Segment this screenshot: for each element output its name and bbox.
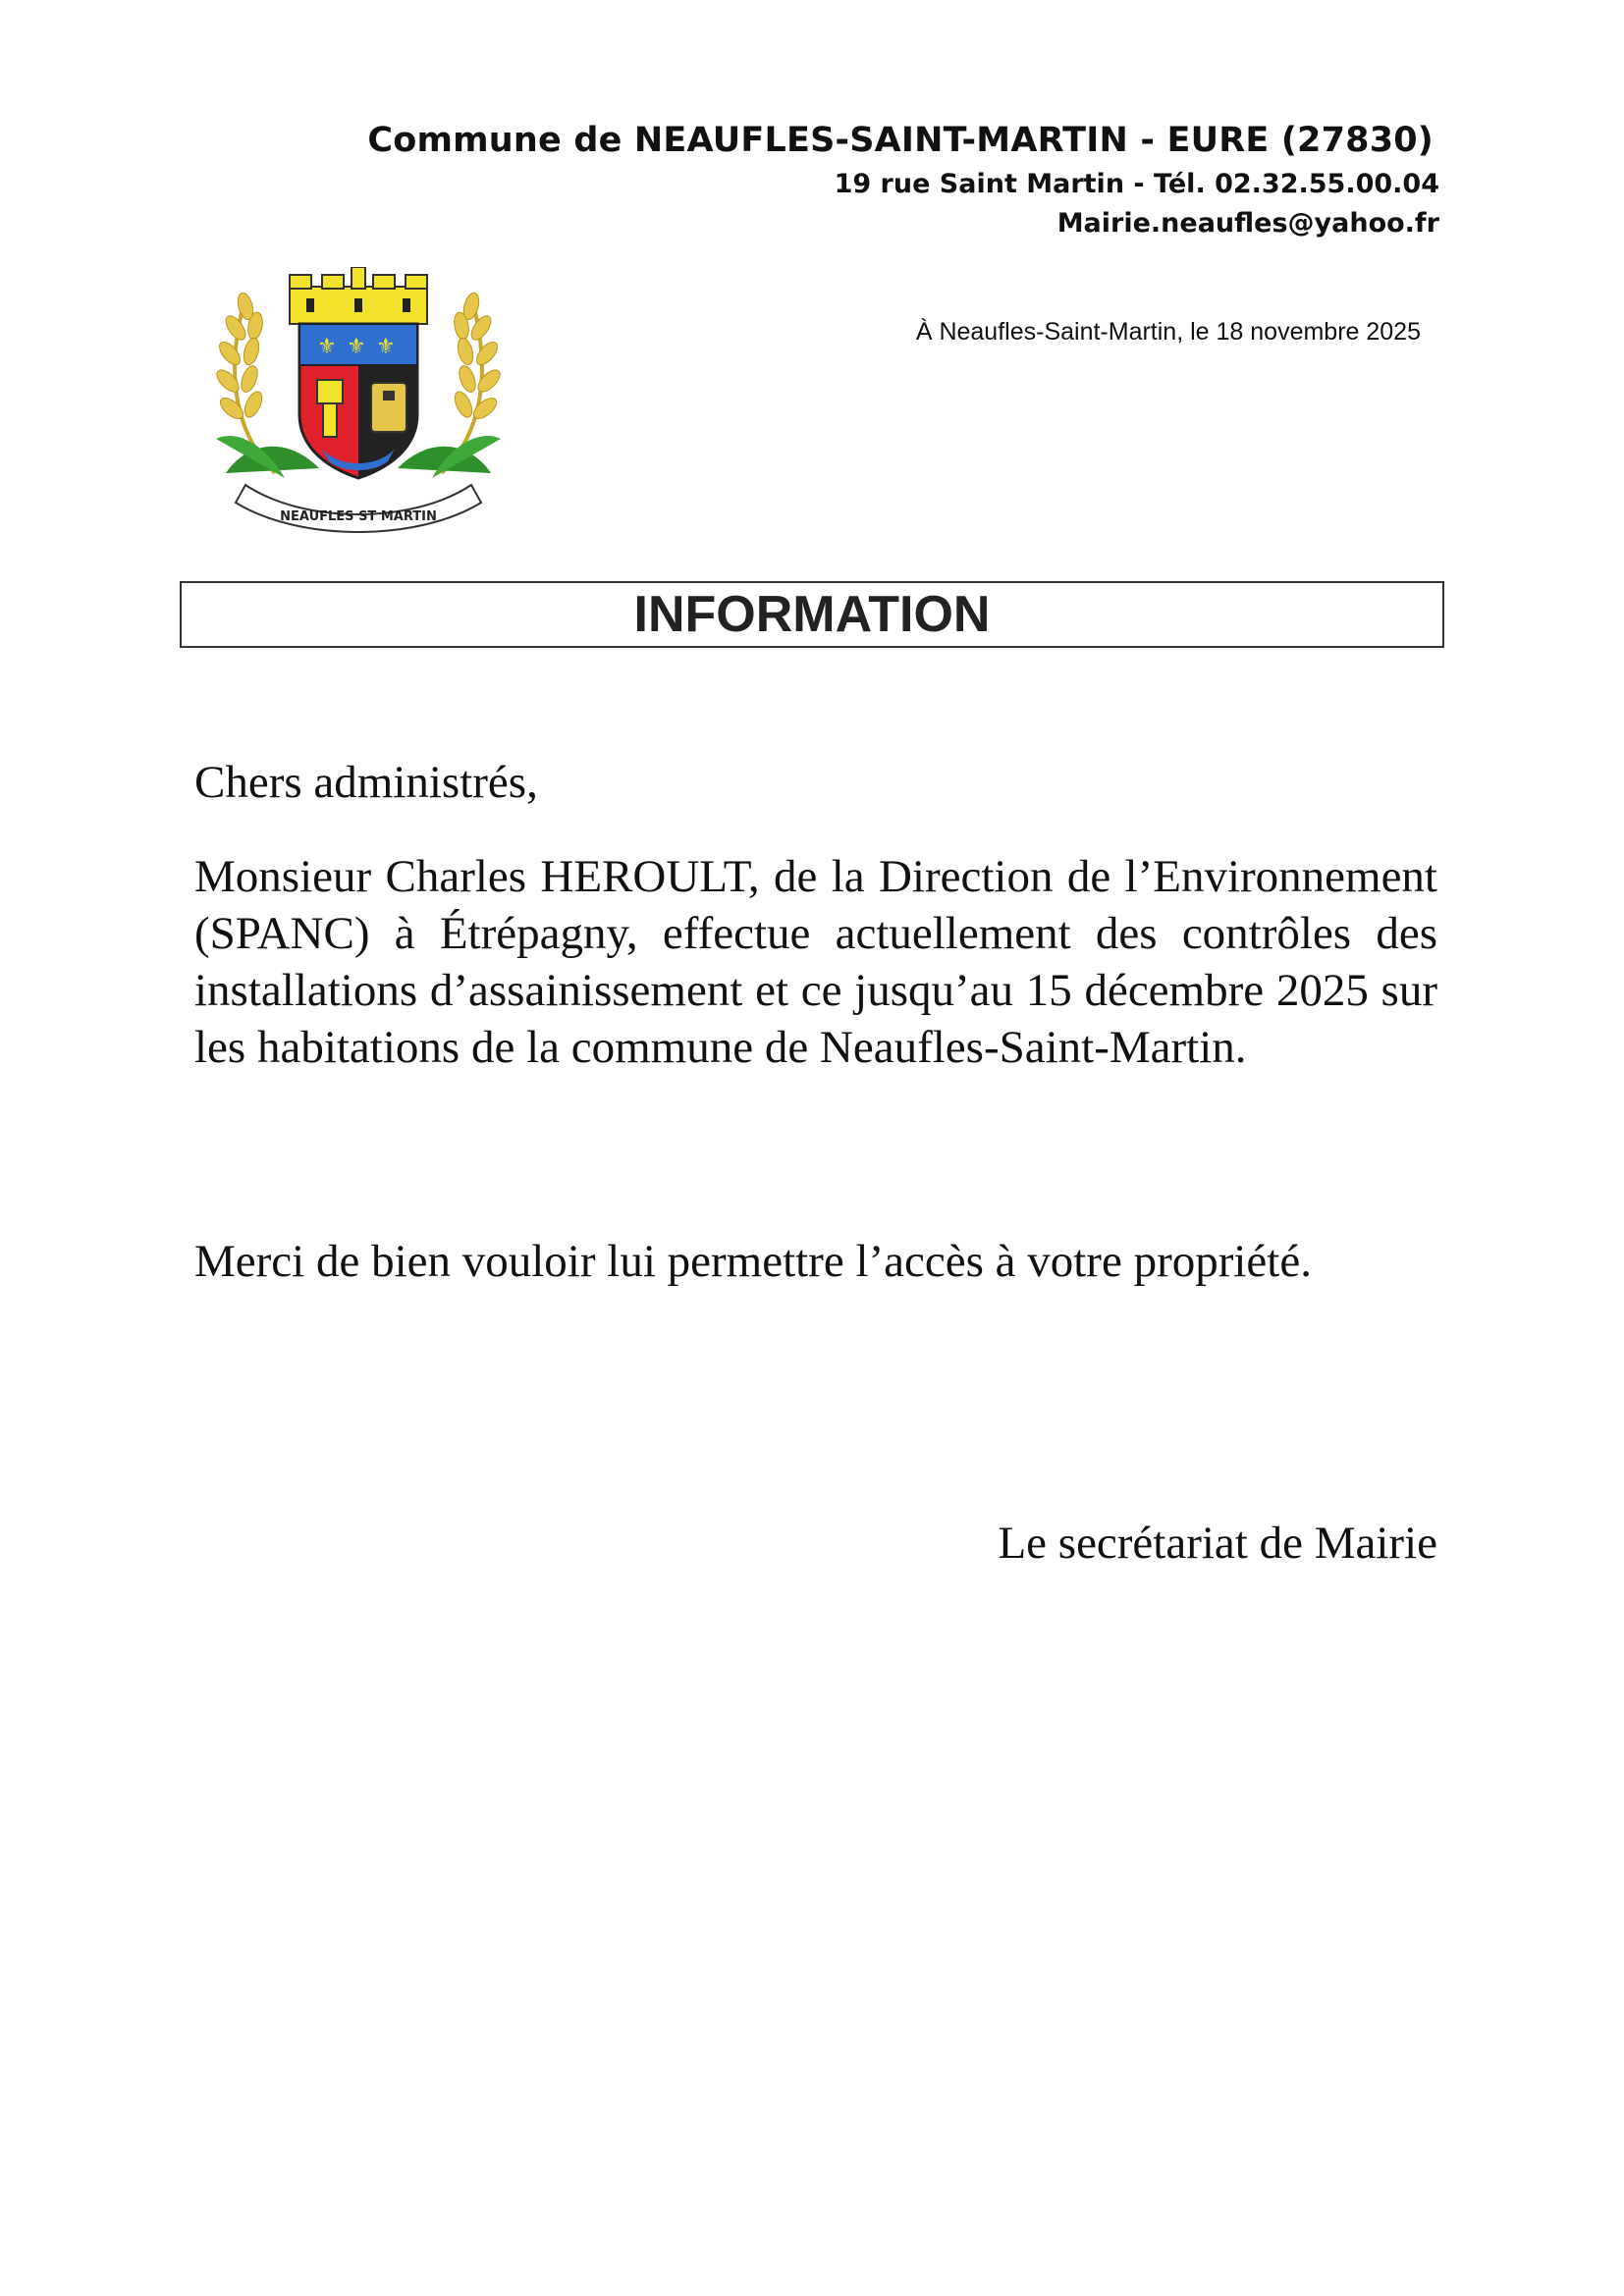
svg-text:⚜: ⚜ bbox=[317, 335, 337, 359]
body-paragraph: Monsieur Charles HEROULT, de la Direction de l’Environnement (SPANC) à Étrépagny, effectue actuellement des contrôles des installations d’assainissement et ce jusqu’au 15 décembre 2025 sur les habitations de la commune de Neaufles-Saint-Martin. bbox=[194, 851, 1437, 1073]
banner-ribbon bbox=[236, 485, 481, 532]
information-heading: INFORMATION bbox=[180, 581, 1444, 648]
tower-crown-icon bbox=[290, 267, 427, 324]
date-line: À Neaufles-Saint-Martin, le 18 novembre 2025 bbox=[915, 318, 1421, 346]
email-address: Mairie.neaufles@yahoo.fr bbox=[1056, 208, 1439, 239]
svg-text:⚜: ⚜ bbox=[376, 335, 396, 359]
commune-title: Commune de NEAUFLES-SAINT-MARTIN - EURE (27830) bbox=[367, 121, 1434, 160]
svg-text:⚜: ⚜ bbox=[347, 335, 366, 359]
municipal-crest-logo bbox=[206, 267, 511, 547]
salutation: Chers administrés, bbox=[194, 757, 538, 808]
shield-icon bbox=[299, 324, 417, 478]
signature: Le secrétariat de Mairie bbox=[998, 1518, 1437, 1569]
banner-text: NEAUFLES ST MARTIN bbox=[280, 509, 437, 524]
address-phone: 19 rue Saint Martin - Tél. 02.32.55.00.04 bbox=[834, 169, 1439, 199]
closing-paragraph: Merci de bien vouloir lui permettre l’accès à votre propriété. bbox=[194, 1236, 1312, 1287]
letterhead bbox=[367, 116, 1439, 243]
